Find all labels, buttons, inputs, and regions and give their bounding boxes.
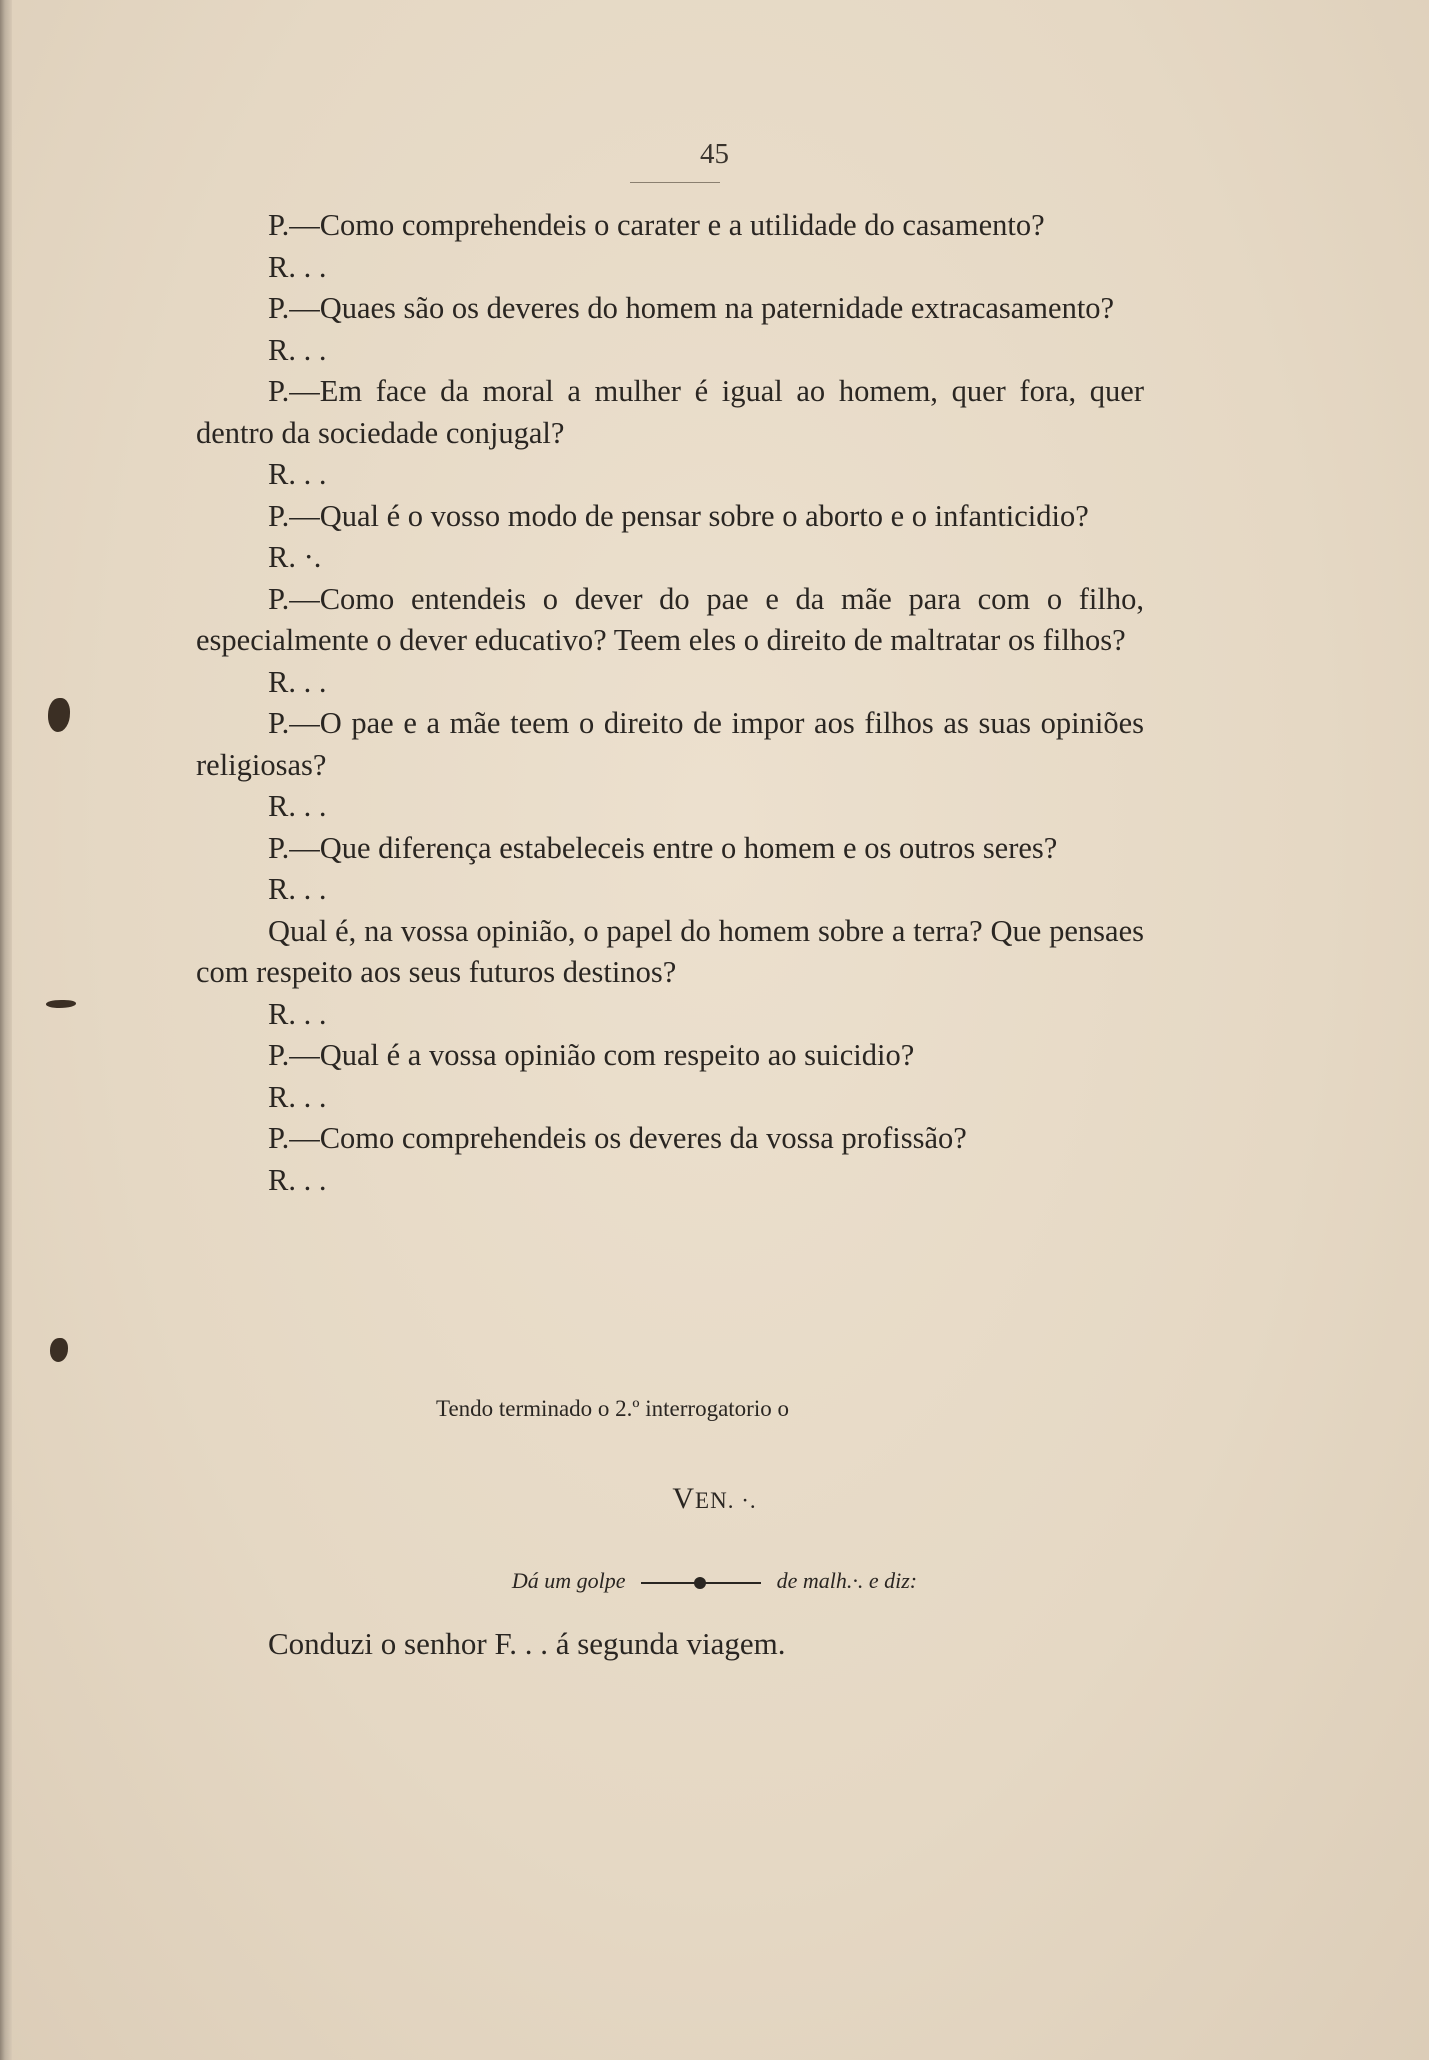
ritual-instruction xyxy=(0,1568,1429,1594)
ink-blot-mark xyxy=(48,698,70,732)
question-paragraph: P.—Como comprehendeis o carater e a utilidade do casamento? xyxy=(268,208,1045,242)
ven-rest: EN. xyxy=(695,1488,735,1513)
instruction-right: de malh.·. e diz: xyxy=(776,1568,918,1593)
question-paragraph: P.—Quaes são os deveres do homem na paternidade extracasamento? xyxy=(268,291,1115,325)
mallet-rule-icon xyxy=(641,1582,761,1584)
page-number-underline xyxy=(630,182,720,183)
response-placeholder: R. . . xyxy=(268,457,327,491)
question-paragraph: P.—Que diferença estabeleceis entre o homem e os outros seres? xyxy=(268,830,1058,865)
instruction-left: Dá um golpe xyxy=(511,1568,626,1593)
ink-blot-mark xyxy=(46,1000,76,1008)
page-binding-edge xyxy=(0,0,12,2060)
questionnaire-text xyxy=(196,205,1144,1201)
ink-blot-mark xyxy=(50,1338,68,1362)
question-paragraph: P.—Como entendeis o dever do pae e da mãe para com o filho, especialmente o dever educativo? Teem eles o direito de maltratar os filhos? xyxy=(196,581,1144,657)
question-paragraph: P.—Qual é a vossa opinião com respeito ao suicidio? xyxy=(268,1038,915,1072)
response-placeholder: R. . . xyxy=(268,1162,327,1197)
response-placeholder: R. . . xyxy=(268,249,327,284)
response-placeholder: R. ·. xyxy=(268,540,322,574)
response-placeholder: R. . . xyxy=(268,996,327,1031)
final-line: Conduzi o senhor F. . . á segunda viagem. xyxy=(268,1626,786,1661)
closing-paragraph xyxy=(196,1394,1144,1424)
question-paragraph: P.—Como comprehendeis os deveres da vossa profissão? xyxy=(268,1121,967,1155)
ven-marks: ·. xyxy=(734,1488,757,1513)
question-paragraph: P.—Em face da moral a mulher é igual ao homem, quer fora, quer dentro da sociedade conjugal? xyxy=(196,374,1144,450)
response-placeholder: R. . . xyxy=(268,789,327,823)
question-paragraph: P.—O pae e a mãe teem o direito de impor aos filhos as suas opiniões religiosas? xyxy=(196,706,1144,782)
response-placeholder: R. . . xyxy=(268,1079,327,1114)
venerable-heading xyxy=(0,1482,1429,1516)
question-paragraph: Qual é, na vossa opinião, o papel do homem sobre a terra? Que pensaes com respeito aos seus futuros destinos? xyxy=(196,913,1144,989)
question-paragraph: P.—Qual é o vosso modo de pensar sobre o aborto e o infanticidio? xyxy=(268,498,1089,533)
page-number: 45 xyxy=(700,138,729,170)
response-placeholder: R. . . xyxy=(268,664,327,699)
response-placeholder: R. . . xyxy=(268,872,327,906)
ven-initial: V xyxy=(672,1482,696,1515)
response-placeholder: R. . . xyxy=(268,332,327,367)
closing-line: Tendo terminado o 2.º interrogatorio o xyxy=(436,1396,789,1421)
